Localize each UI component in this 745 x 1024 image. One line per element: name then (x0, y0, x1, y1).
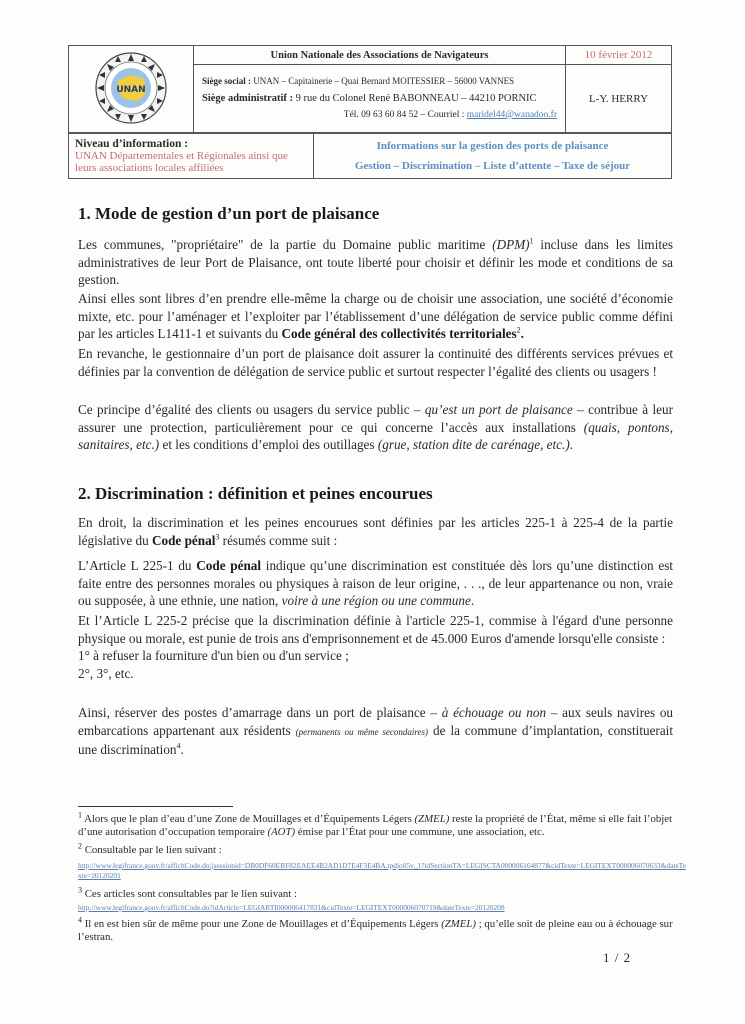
logo-cell (69, 46, 194, 133)
section-1-paragraph-3: En revanche, le gestionnaire d’un port de plaisance doit assurer la continuité des différents services prévues et définies par la convention de délégation de service public et surtout respecter l’égalité des clients ou usagers ! (78, 346, 673, 379)
section-1-paragraph-1: Les communes, "propriétaire" de la partie du Domaine public maritime (DPM)$^1$ incluse dans les limites administratives de leur Port de Plaisance, ont toute liberté pour choisir et définir les mode et conditions de sa gestion. (78, 236, 674, 287)
list-item: 1° à refuser la fourniture d'un bien ou d'un service ; (78, 648, 349, 663)
footnote-1: $^1$ Alors que le plan d’eau d’une Zone de Mouillages et d’Équipements Légers (ZMEL) reste la propriété de l’État, même si elle fait l’objet d’une autorisation d’occupation temporaire (AOT) émise par l’État pour une commune, une association, etc. (78, 810, 673, 838)
footnote-2-link[interactable]: http://www.legifrance.gouv.fr/affichCode.do;jsessionid=DB0DF60EBF82EAEE4B2AD1D7E4F3E4BA.tpdjo05v_1?idSectionTA=LEGISCTA000006164877&cidTexte=LEGITEXT000006070633&dateTexte=20120201 (78, 861, 686, 880)
footnote-ref-4[interactable]: 4 (176, 741, 181, 751)
siege-social: Siège social : UNAN – Capitainerie – Quai Bernard MOITESSIER – 56000 VANNES (202, 76, 515, 86)
contact-line: Tél. 09 63 60 84 52 – Courriel : maridel44@wanadoo.fr (343, 110, 557, 120)
address-block (194, 65, 566, 133)
document-topic: Informations sur la gestion des ports de plaisance Gestion – Discrimination – Liste d’attente – Taxe de séjour (314, 134, 672, 179)
footnote-divider (78, 806, 233, 807)
footnote-3-link[interactable]: http://www.legifrance.gouv.fr/affichCode.do?idArticle=LEGIARTI000006417831&cidTexte=LEGITEXT000006070719&dateTexte=20120208 (78, 903, 505, 912)
footnote-ref-2[interactable]: 2 (516, 325, 521, 335)
footnote-4: $^4$ Il en est bien sûr de même pour une Zone de Mouillages et d’Équipements Légers (ZMEL) ; qu’elle soit de pleine eau ou à échouage sur l’estran. (78, 915, 673, 943)
footnote-2: $^2$ Consultable par le lien suivant : (78, 841, 222, 856)
siege-administratif: Siège administratif : 9 rue du Colonel René BABONNEAU – 44210 PORNIC (202, 93, 537, 104)
page-number: 1 / 2 (603, 950, 632, 965)
section-1-paragraph-2: Ainsi elles sont libres d’en prendre elle-même la charge ou de choisir une association, une société d’économie mixte, etc. pour l’aménager et l’exploiter par l’établissement d’une délégation de service public comme défini par les articles L1411-1 et suivants du Code général des collectivités territoriales$^2$. (78, 291, 673, 341)
info-box (68, 133, 672, 179)
section-2-title: 2. Discrimination : définition et peines encourues (78, 484, 433, 503)
email-link[interactable]: maridel44@wanadoo.fr (466, 110, 557, 120)
organization-name: Union Nationale des Associations de Navigateurs (194, 46, 566, 65)
footnote-ref-3[interactable]: 3 (215, 532, 220, 542)
section-1-title: 1. Mode de gestion d’un port de plaisance (78, 204, 380, 223)
footnote-ref-1[interactable]: 1 (529, 236, 534, 246)
document-date: 10 février 2012 (566, 46, 672, 65)
unan-logo-icon (94, 51, 168, 125)
information-level: Niveau d’information : UNAN Départementales et Régionales ainsi que leurs associations locales affiliées (69, 134, 314, 179)
list-item: 2°, 3°, etc. (78, 665, 134, 681)
section-2-paragraph-1: En droit, la discrimination et les peines encourues sont définies par les articles 225-1 à 225-4 de la partie législative du Code pénal$^3$ résumés comme suit : (78, 515, 673, 548)
letterhead (68, 45, 672, 133)
information-level-value: UNAN Départementales et Régionales ainsi que leurs associations locales affiliées (75, 150, 288, 174)
author: L-Y. HERRY (566, 65, 672, 133)
section-2-paragraph-2: L’Article L 225-1 du Code pénal indique qu’une discrimination est constituée dès lors qu’une distinction est faite entre des personnes morales ou physiques à raison de leur origine, . . ., de leur appartenance ou non, vraie ou supposée, à une ethnie, une nation, voire à une région ou une commune. (78, 558, 674, 608)
footnote-3: $^3$ Ces articles sont consultables par le lien suivant : (78, 885, 297, 900)
section-2-paragraph-4: Ainsi, réserver des postes d’amarrage dans un port de plaisance – à échouage ou non – aux seuls navires ou embarcations appartenant aux résidents (permanents ou même secondaires) de la commune d’implantation, constituerait une discrimination$^4$. (78, 705, 674, 757)
section-2-paragraph-3: Et l’Article L 225-2 précise que la discrimination définie à l'article 225-1, commise à l'égard d'une personne physique ou morale, est punie de trois ans d'emprisonnement et de 45.000 Euros d'amende lorsqu'elle consiste : 1° à refuser la fourniture d'un bien ou d'un service ; 2°, 3°, etc. (78, 613, 673, 681)
section-1-paragraph-4: Ce principe d’égalité des clients ou usagers du service public – qu’est un port de plaisance – contribue à leur assurer une protection, particulièrement pour ce qui concerne l’accès aux installations (quais, pontons, sanitaires, etc.) et les conditions d’emploi des outillages (grue, station dite de carénage, etc.). (78, 402, 673, 452)
svg-text:UNAN: UNAN (116, 84, 146, 95)
